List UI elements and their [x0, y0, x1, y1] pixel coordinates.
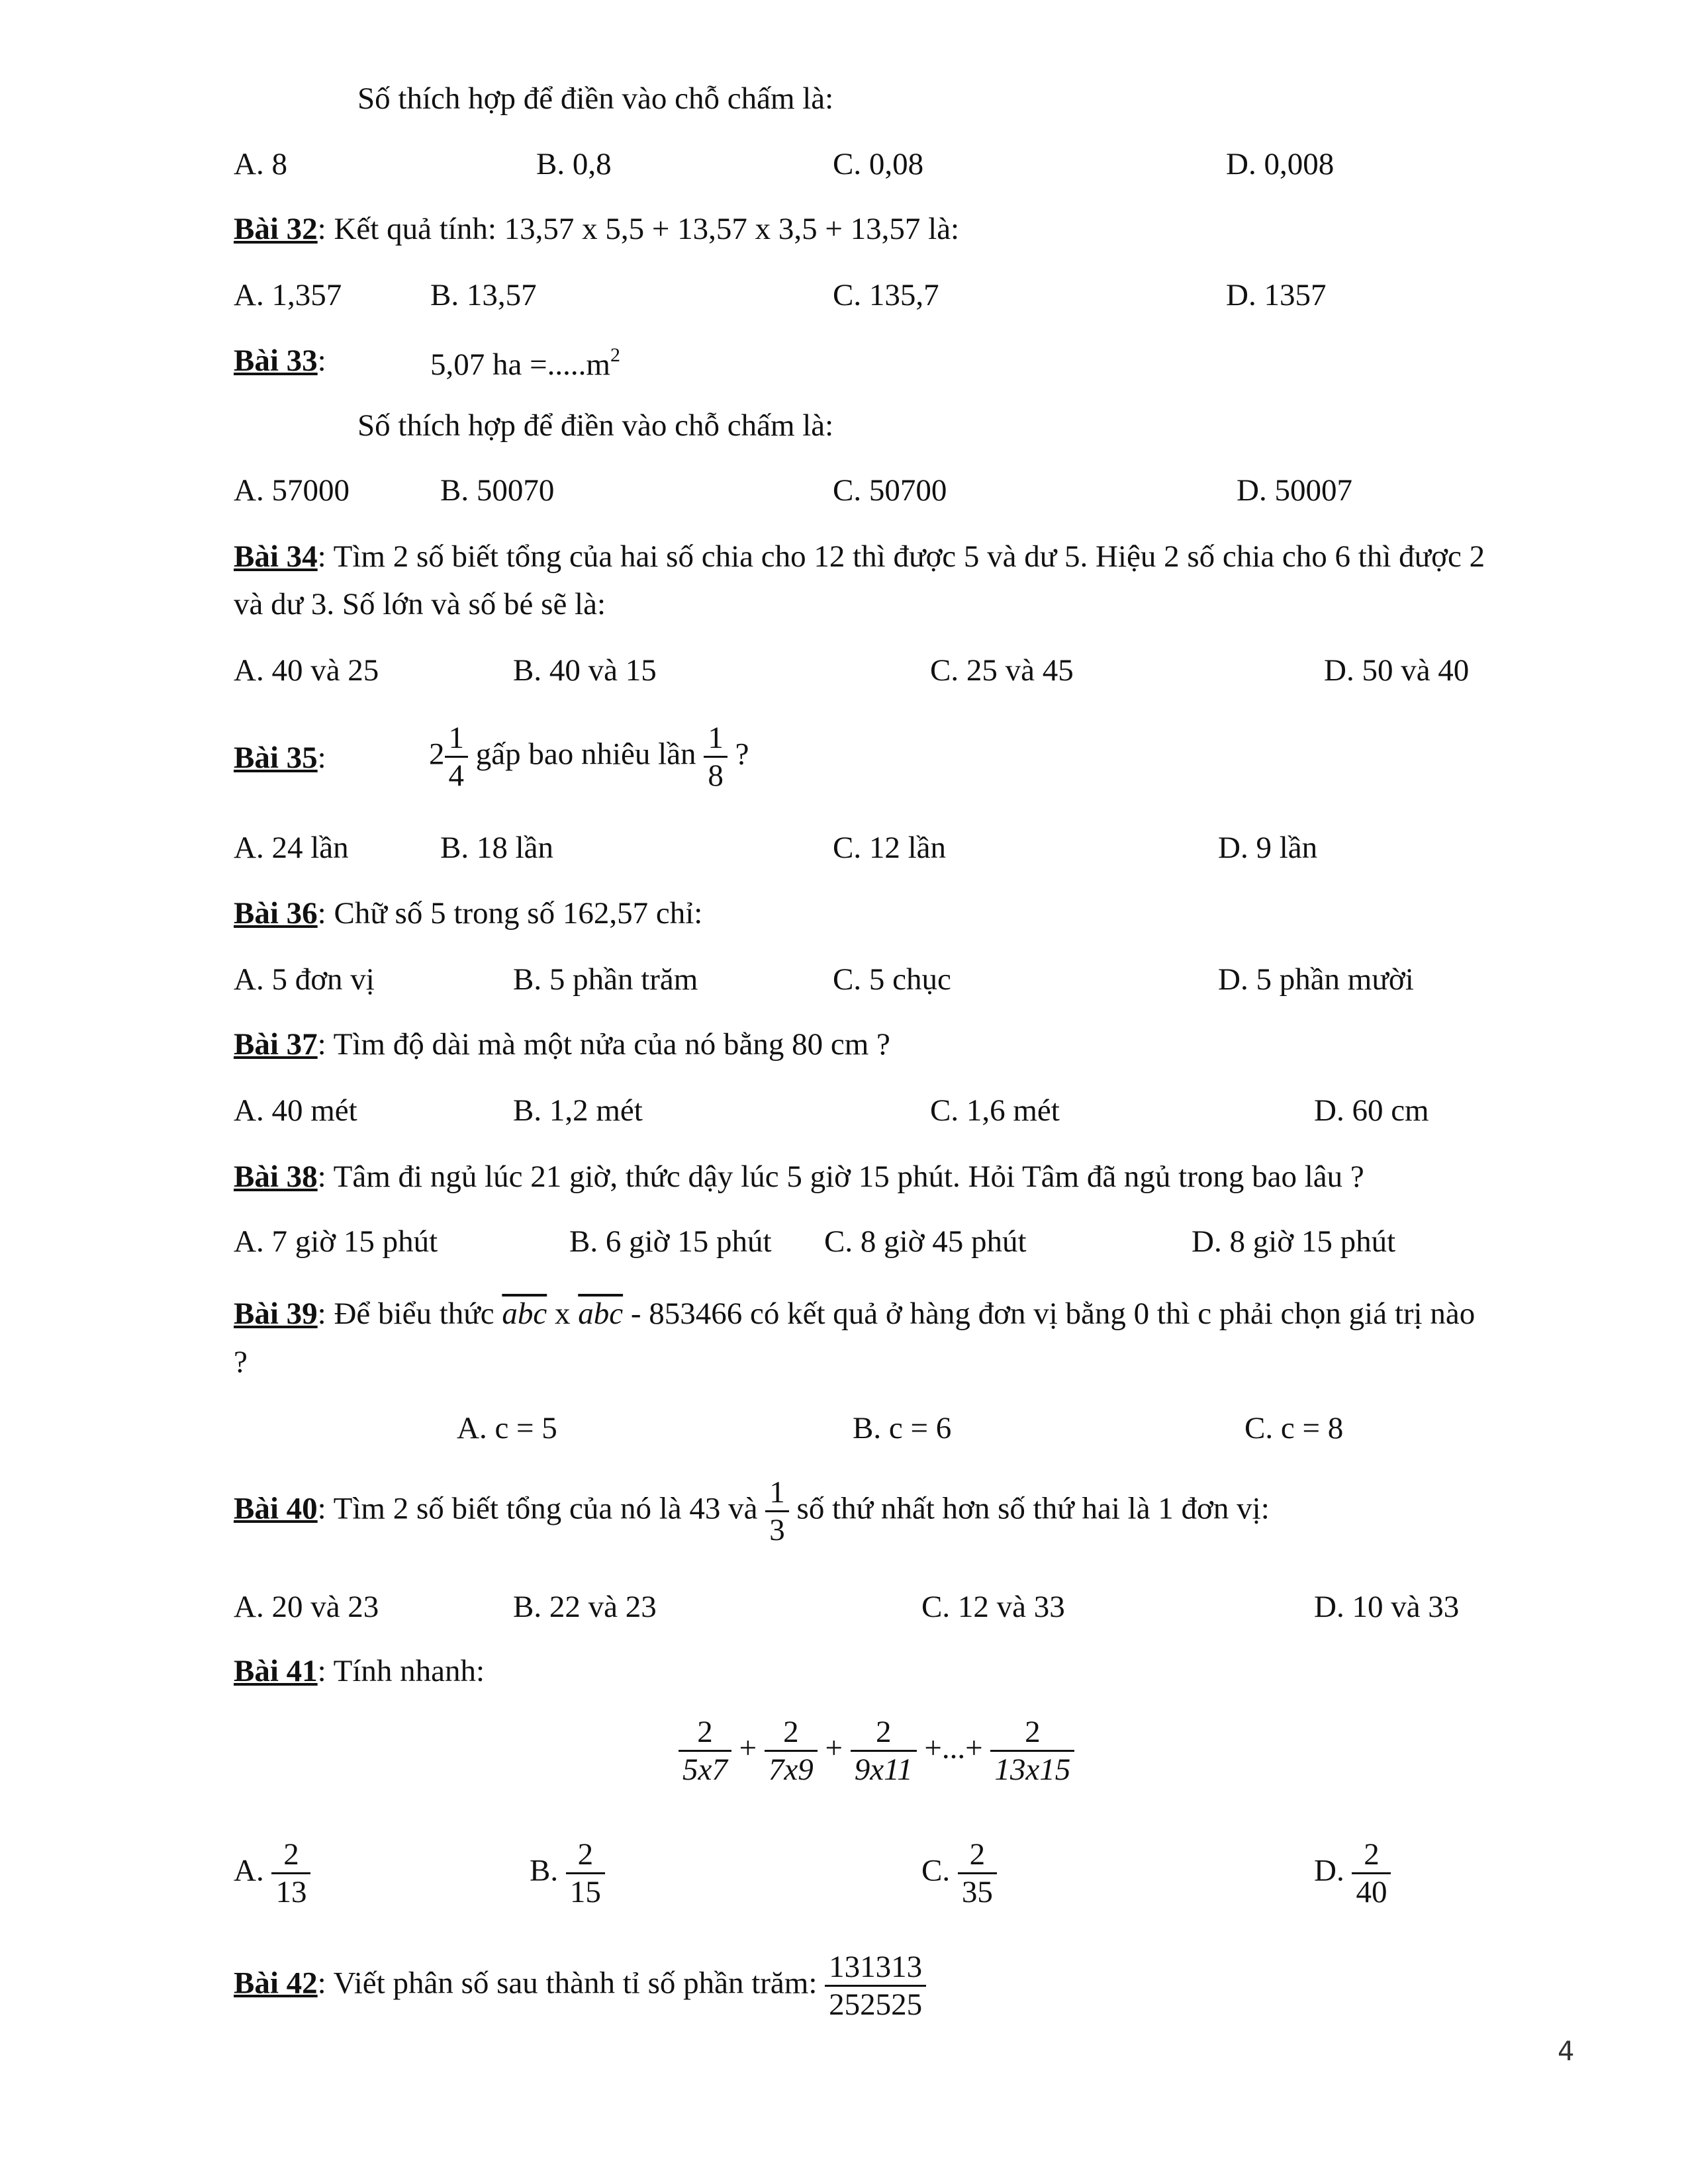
q38-text: : Tâm đi ngủ lúc 21 giờ, thức dậy lúc 5 giờ 15 phút. Hỏi Tâm đã ngủ trong bao lâu ?: [317, 1160, 1364, 1194]
q39-label: Bài 39: [234, 1297, 318, 1331]
q41-term-1: [679, 1714, 731, 1788]
q35-fraction-1: [445, 720, 469, 794]
q34-option-a: A. 40 và 25: [234, 653, 379, 688]
q41-option-c-letter: C.: [921, 1853, 951, 1888]
q37-option-a: A. 40 mét: [234, 1093, 357, 1128]
q37-option-d: D. 60 cm: [1314, 1093, 1429, 1128]
q33-expr: 5,07 ha =.....m: [430, 347, 610, 382]
q39-text-b: - 853466 có kết quả ở hàng đơn vị bằng 0 thì c phải chọn giá trị nào: [630, 1297, 1476, 1331]
q33-expression: [430, 345, 620, 381]
q37-option-b: B. 1,2 mét: [513, 1093, 643, 1128]
q38-option-c: C. 8 giờ 45 phút: [824, 1224, 1027, 1259]
q35-num-2: 1: [704, 720, 727, 758]
q33-option-c: C. 50700: [833, 473, 947, 508]
q32-option-c: C. 135,7: [833, 278, 939, 312]
q32-option-b: B. 13,57: [430, 278, 537, 312]
q32-option-d: D. 1357: [1226, 278, 1327, 312]
q35-fraction-2: [704, 720, 727, 794]
q41-term-2: [765, 1714, 818, 1788]
q41-label: Bài 41: [234, 1654, 318, 1688]
q41-option-a-den: 13: [275, 1875, 307, 1910]
q35-end: ?: [735, 737, 749, 772]
q41-option-c-fraction: [958, 1837, 997, 1910]
q41-op-1: +: [739, 1731, 757, 1766]
q41-term-4: [990, 1714, 1074, 1788]
q41-line: [234, 1656, 485, 1687]
q41-option-d-letter: D.: [1314, 1853, 1344, 1888]
q35-label-line: [234, 743, 326, 774]
q36-text: : Chữ số 5 trong số 162,57 chỉ:: [317, 896, 703, 931]
q41-option-c-num: 2: [958, 1837, 997, 1874]
q34-text-1: : Tìm 2 số biết tổng của hai số chia cho 12 thì được 5 và dư 5. Hiệu 2 số chia cho 6 thì được 2: [317, 539, 1485, 574]
q35-whole: 2: [429, 737, 445, 772]
q33-prompt: Số thích hợp để điền vào chỗ chấm là:: [357, 408, 834, 443]
q41-option-d-fraction: [1352, 1837, 1391, 1910]
q31-option-c: C. 0,08: [833, 147, 924, 181]
q40-option-b: B. 22 và 23: [513, 1590, 657, 1624]
q35-expression: [429, 720, 749, 794]
q42-text: : Viết phân số sau thành tỉ số phần trăm:: [317, 1966, 818, 2001]
q32-label: Bài 32: [234, 212, 318, 246]
q39-qmark: ?: [234, 1345, 248, 1379]
q35-num-1: 1: [445, 720, 469, 758]
q40-den: 3: [769, 1513, 785, 1548]
q31-prompt: Số thích hợp để điền vào chỗ chấm là:: [357, 81, 834, 116]
q42-fraction: [825, 1949, 926, 2023]
q36-label: Bài 36: [234, 896, 318, 931]
q33-option-d: D. 50007: [1237, 473, 1352, 508]
q41-term-1-den: 5x7: [682, 1752, 727, 1788]
q33-sup: 2: [610, 344, 620, 366]
q41-option-b-letter: B.: [530, 1853, 559, 1888]
q31-option-b: B. 0,8: [536, 147, 612, 181]
q37-line: [234, 1029, 890, 1060]
q41-option-d: [1314, 1837, 1391, 1910]
q36-option-b: B. 5 phần trăm: [513, 962, 698, 997]
q32-line: [234, 214, 959, 245]
q38-option-a: A. 7 giờ 15 phút: [234, 1224, 438, 1259]
q35-option-b: B. 18 lần: [440, 831, 554, 865]
q41-op-2: +: [825, 1731, 843, 1766]
q41-term-3: [851, 1714, 917, 1788]
q41-option-b-den: 15: [569, 1875, 601, 1910]
q35-den-1: 4: [448, 758, 464, 794]
q41-term-1-num: 2: [679, 1714, 731, 1752]
q35-option-c: C. 12 lần: [833, 831, 947, 865]
q41-option-c-den: 35: [961, 1875, 993, 1910]
q40-line: [234, 1475, 1270, 1548]
q41-option-d-num: 2: [1352, 1837, 1391, 1874]
q39-text-a: : Để biểu thức: [317, 1297, 494, 1331]
q35-colon: :: [317, 741, 326, 775]
q41-option-a: [234, 1837, 310, 1910]
q39-option-a: A. c = 5: [457, 1411, 557, 1445]
q40-text-a: : Tìm 2 số biết tổng của nó là 43 và: [317, 1491, 758, 1526]
q33-colon: :: [317, 343, 326, 378]
q42-label: Bài 42: [234, 1966, 318, 2001]
q33-label-line: [234, 345, 326, 377]
q34-option-c: C. 25 và 45: [930, 653, 1074, 688]
q41-option-a-num: 2: [271, 1837, 310, 1874]
q34-line-2: và dư 3. Số lớn và số bé sẽ là:: [234, 587, 606, 621]
q39-option-b: B. c = 6: [853, 1411, 952, 1445]
q41-term-2-num: 2: [765, 1714, 818, 1752]
q41-term-3-num: 2: [851, 1714, 917, 1752]
q34-line-1: [234, 541, 1485, 572]
q41-option-b: [530, 1837, 605, 1910]
q40-fraction: [765, 1475, 789, 1548]
q38-option-b: B. 6 giờ 15 phút: [569, 1224, 772, 1259]
q38-line: [234, 1161, 1364, 1193]
q41-option-d-den: 40: [1356, 1875, 1387, 1910]
q40-text-b: số thứ nhất hơn số thứ hai là 1 đơn vị:: [796, 1491, 1270, 1526]
q32-option-a: A. 1,357: [234, 278, 342, 312]
q33-option-a: A. 57000: [234, 473, 350, 508]
q40-option-d: D. 10 và 33: [1314, 1590, 1460, 1624]
q36-option-c: C. 5 chục: [833, 962, 951, 997]
q41-option-b-num: 2: [566, 1837, 605, 1874]
q36-line: [234, 898, 702, 929]
q39-times: x: [554, 1297, 571, 1331]
q41-option-c: [921, 1837, 997, 1910]
q31-option-a: A. 8: [234, 147, 287, 181]
q41-option-b-fraction: [566, 1837, 605, 1910]
q39-option-c: C. c = 8: [1244, 1411, 1344, 1445]
q34-label: Bài 34: [234, 539, 318, 574]
q37-option-c: C. 1,6 mét: [930, 1093, 1060, 1128]
q41-term-4-num: 2: [990, 1714, 1074, 1752]
q39-line-1: [234, 1298, 1475, 1330]
q38-option-d: D. 8 giờ 15 phút: [1192, 1224, 1396, 1259]
q41-term-3-den: 9x11: [854, 1752, 913, 1788]
q36-option-a: A. 5 đơn vị: [234, 962, 375, 997]
q41-option-a-letter: A.: [234, 1853, 264, 1888]
q37-text: : Tìm độ dài mà một nửa của nó bằng 80 cm ?: [317, 1027, 890, 1062]
q41-term-2-den: 7x9: [768, 1752, 814, 1788]
q31-option-d: D. 0,008: [1226, 147, 1335, 181]
q38-label: Bài 38: [234, 1160, 318, 1194]
q33-option-b: B. 50070: [440, 473, 555, 508]
q42-den: 252525: [829, 1987, 923, 2023]
q35-mid: gấp bao nhiêu lần: [475, 737, 696, 772]
q35-option-a: A. 24 lần: [234, 831, 349, 865]
q36-option-d: D. 5 phần mười: [1218, 962, 1414, 997]
q37-label: Bài 37: [234, 1027, 318, 1062]
q42-line: [234, 1949, 926, 2023]
q41-op-3: +...+: [924, 1731, 983, 1766]
page-number: 4: [1558, 2036, 1575, 2067]
q42-num: 131313: [825, 1949, 926, 1987]
q41-option-a-fraction: [271, 1837, 310, 1910]
q32-text: : Kết quả tính: 13,57 x 5,5 + 13,57 x 3,5 + 13,57 là:: [317, 212, 960, 246]
q34-option-d: D. 50 và 40: [1324, 653, 1470, 688]
q35-label: Bài 35: [234, 741, 318, 775]
q40-label: Bài 40: [234, 1491, 318, 1526]
q35-den-2: 8: [708, 758, 724, 794]
q34-option-b: B. 40 và 15: [513, 653, 657, 688]
q41-expression: [679, 1714, 1074, 1788]
q33-label: Bài 33: [234, 343, 318, 378]
q40-num: 1: [765, 1475, 789, 1512]
q39-abc-1: $\overline{abc}$: [502, 1297, 547, 1331]
q35-option-d: D. 9 lần: [1218, 831, 1318, 865]
q41-text: : Tính nhanh:: [317, 1654, 485, 1688]
q39-abc-2: $\overline{abc}$: [578, 1297, 624, 1331]
q41-term-4-den: 13x15: [994, 1752, 1071, 1788]
q40-option-c: C. 12 và 33: [921, 1590, 1065, 1624]
q40-option-a: A. 20 và 23: [234, 1590, 379, 1624]
